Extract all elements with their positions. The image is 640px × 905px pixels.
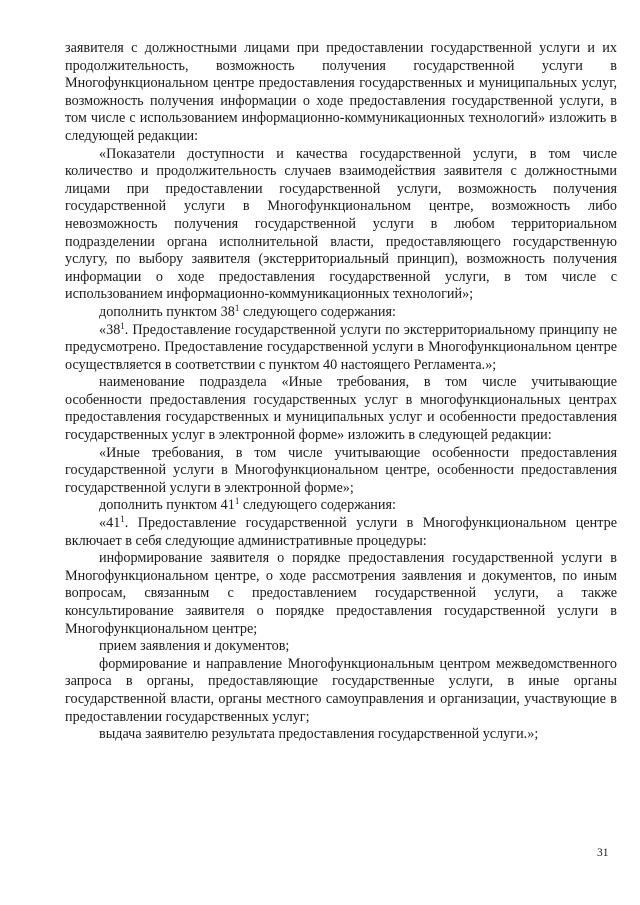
paragraph-4-text-end: . Предоставление государственной услуги по экстерриториальному принципу не предусмотрено. Предоставление государственной услуги в Многофункциональном центре осуществляется в соответствии с пунктом 40 настоящего Регламента.»; <box>65 321 617 373</box>
paragraph-3-text: дополнить пунктом 38 <box>99 303 235 320</box>
paragraph-8-superscript: 1 <box>120 514 125 525</box>
paragraph-11: формирование и направление Многофункциональным центром межведомственного запроса в органы, предоставляющие государственные услуги, в иные органы государственной власти, органы местного самоуправления и организации, участвующие в предоставлении государственных услуг; <box>65 655 617 725</box>
paragraph-2: «Показатели доступности и качества государственной услуги, в том числе количество и продолжительность случаев взаимодействия заявителя с должностными лицами при предоставлении государственной услуги, возможность получения государственной услуги в Многофункциональном центре, возможность либо невозможность получения государственной услуги в любом территориальном подразделении органа исполнительной власти, предоставляющего государственную услугу, по выбору заявителя (экстерриториальный принцип), возможность получения информации о ходе предоставления государственной услуги, в том числе с использованием информационно-коммуникационных технологий»; <box>65 145 617 303</box>
paragraph-7-text: дополнить пунктом 41 <box>99 497 235 514</box>
paragraph-4-superscript: 1 <box>120 320 125 331</box>
paragraph-10: прием заявления и документов; <box>99 638 290 655</box>
paragraph-4-text: «38 <box>99 321 121 338</box>
paragraph-3-text-end: следующего содержания: <box>239 303 396 320</box>
paragraph-1: заявителя с должностными лицами при предоставлении государственной услуги и их продолжительность, возможность получения государственной услуги в Многофункциональном центре предоставления государственных и муниципальных услуг, возможность получения информации о ходе предоставления государственной услуги, в том числе с использованием информационно-коммуникационных технологий» изложить в следующей редакции: <box>65 40 617 144</box>
paragraph-12: выдача заявителю результата предоставления государственной услуги.»; <box>99 726 539 743</box>
paragraph-5: наименование подраздела «Иные требования, в том числе учитывающие особенности предоставления государственных услуг в многофункциональных центрах предоставления государственных и муниципальных услуг и особенности предоставления государственных услуг в электронной форме» изложить в следующей редакции: <box>65 374 617 444</box>
paragraph-6: «Иные требования, в том числе учитывающие особенности предоставления государственной услуги в Многофункциональном центре, особенности предоставления государственной услуги в электронной форме»; <box>65 444 617 496</box>
paragraph-8-text-end: . Предоставление государственной услуги в Многофункциональном центре включает в себя следующие административные процедуры: <box>65 515 617 549</box>
paragraph-7 <box>65 497 617 515</box>
paragraph-4 <box>65 322 617 375</box>
paragraph-8 <box>65 515 617 550</box>
document-body <box>65 40 617 744</box>
paragraph-8-text: «41 <box>99 515 121 532</box>
page-number: 31 <box>597 847 609 859</box>
paragraph-7-superscript: 1 <box>234 496 240 507</box>
paragraph-9: информирование заявителя о порядке предоставления государственной услуги в Многофункциональном центре, о ходе рассмотрения заявления и документов, по иным вопросам, связанным с предоставлением государственной услуги, а также консультирование заявителя о порядке предоставления государственной услуги в Многофункциональном центре; <box>65 550 617 637</box>
paragraph-7-text-end: следующего содержания: <box>239 497 396 514</box>
paragraph-3 <box>65 304 617 322</box>
paragraph-3-superscript: 1 <box>234 302 240 313</box>
